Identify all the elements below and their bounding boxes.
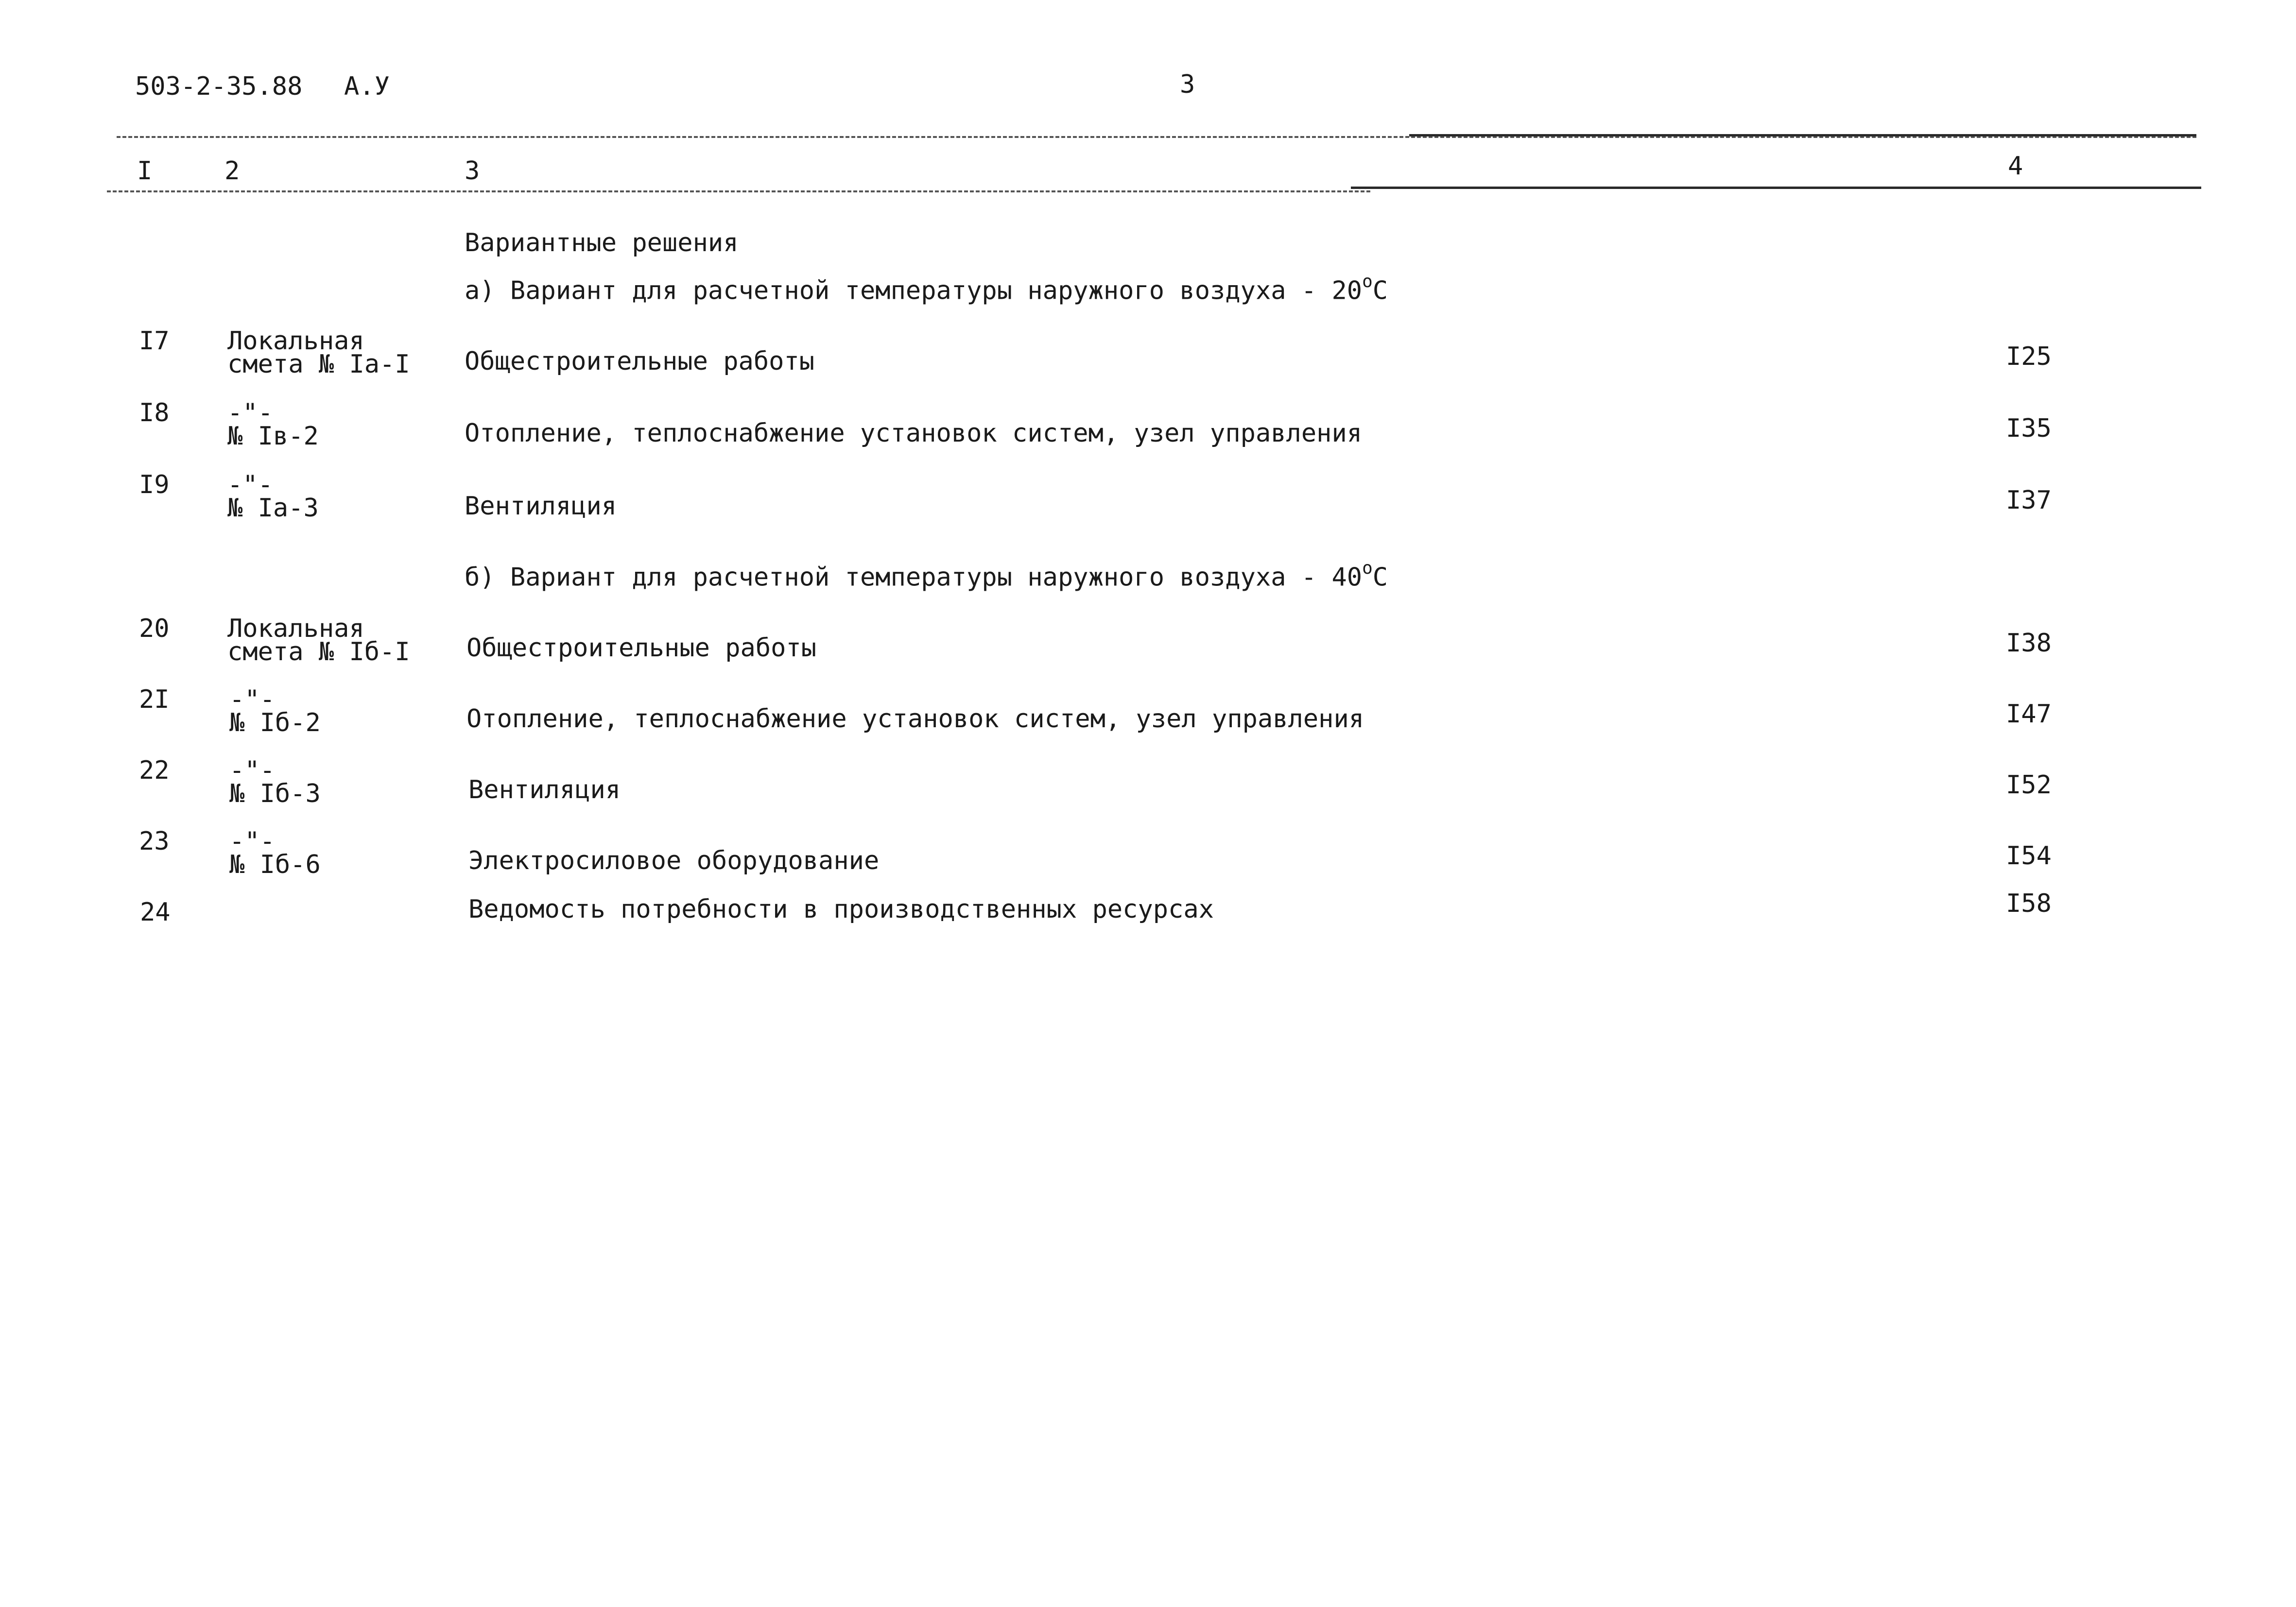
- row-page: I52: [2006, 770, 2052, 800]
- row-page: I35: [2006, 414, 2052, 443]
- row-number: 20: [139, 614, 170, 643]
- variant-b-heading: б) Вариант для расчетной температуры наружного воздуха - 40$^o$C: [465, 558, 1388, 592]
- estimate-reference: -"- № Iб-6: [229, 827, 321, 879]
- page-number: 3: [1180, 70, 1195, 99]
- column-heading-1: I: [137, 156, 153, 186]
- row-title: Общестроительные работы: [466, 633, 817, 663]
- variant-a-heading: а) Вариант для расчетной температуры наружного воздуха - 20$^o$C: [465, 272, 1388, 306]
- header-bottom-rule-solid: [1351, 187, 2201, 189]
- row-number: I9: [139, 470, 170, 499]
- row-number: I8: [139, 398, 170, 427]
- estimate-reference: -"- № Iб-3: [229, 756, 321, 808]
- row-number: 23: [139, 827, 170, 856]
- column-heading-2: 2: [224, 156, 240, 186]
- row-number: I7: [139, 326, 170, 356]
- row-number: 2I: [139, 685, 170, 714]
- estimate-reference: -"- № Iа-3: [227, 470, 319, 523]
- row-title: Вентиляция: [465, 492, 617, 521]
- row-page: I47: [2006, 700, 2052, 729]
- row-title: Ведомость потребности в производственных ресурсах: [468, 895, 1214, 924]
- header-top-rule-solid: [1409, 134, 2196, 137]
- column-heading-3: 3: [465, 156, 480, 186]
- row-number: 22: [139, 756, 170, 785]
- row-title: Вентиляция: [468, 775, 621, 804]
- doc-section: А.У: [344, 72, 390, 101]
- doc-code: 503-2-35.88: [135, 72, 303, 101]
- estimate-reference: Локальная смета № Iб-I: [227, 614, 410, 667]
- estimate-reference: -"- № Iб-2: [229, 685, 321, 737]
- row-page: I58: [2006, 889, 2052, 918]
- row-number: 24: [140, 898, 171, 927]
- row-page: I38: [2006, 629, 2052, 658]
- row-page: I37: [2006, 486, 2052, 515]
- estimate-reference: -"- № Iв-2: [227, 398, 319, 451]
- row-title: Общестроительные работы: [465, 347, 815, 376]
- column-heading-4: 4: [2008, 152, 2023, 181]
- row-page: I54: [2006, 841, 2052, 871]
- row-page: I25: [2006, 342, 2052, 371]
- section-title: Вариантные решения: [465, 228, 739, 257]
- header-bottom-rule: [107, 190, 1370, 192]
- row-title: Электросиловое оборудование: [468, 846, 880, 875]
- row-title: Отопление, теплоснабжение установок систем, узел управления: [466, 704, 1364, 734]
- row-title: Отопление, теплоснабжение установок систем, узел управления: [465, 419, 1363, 448]
- estimate-reference: Локальная смета № Iа-I: [227, 326, 410, 379]
